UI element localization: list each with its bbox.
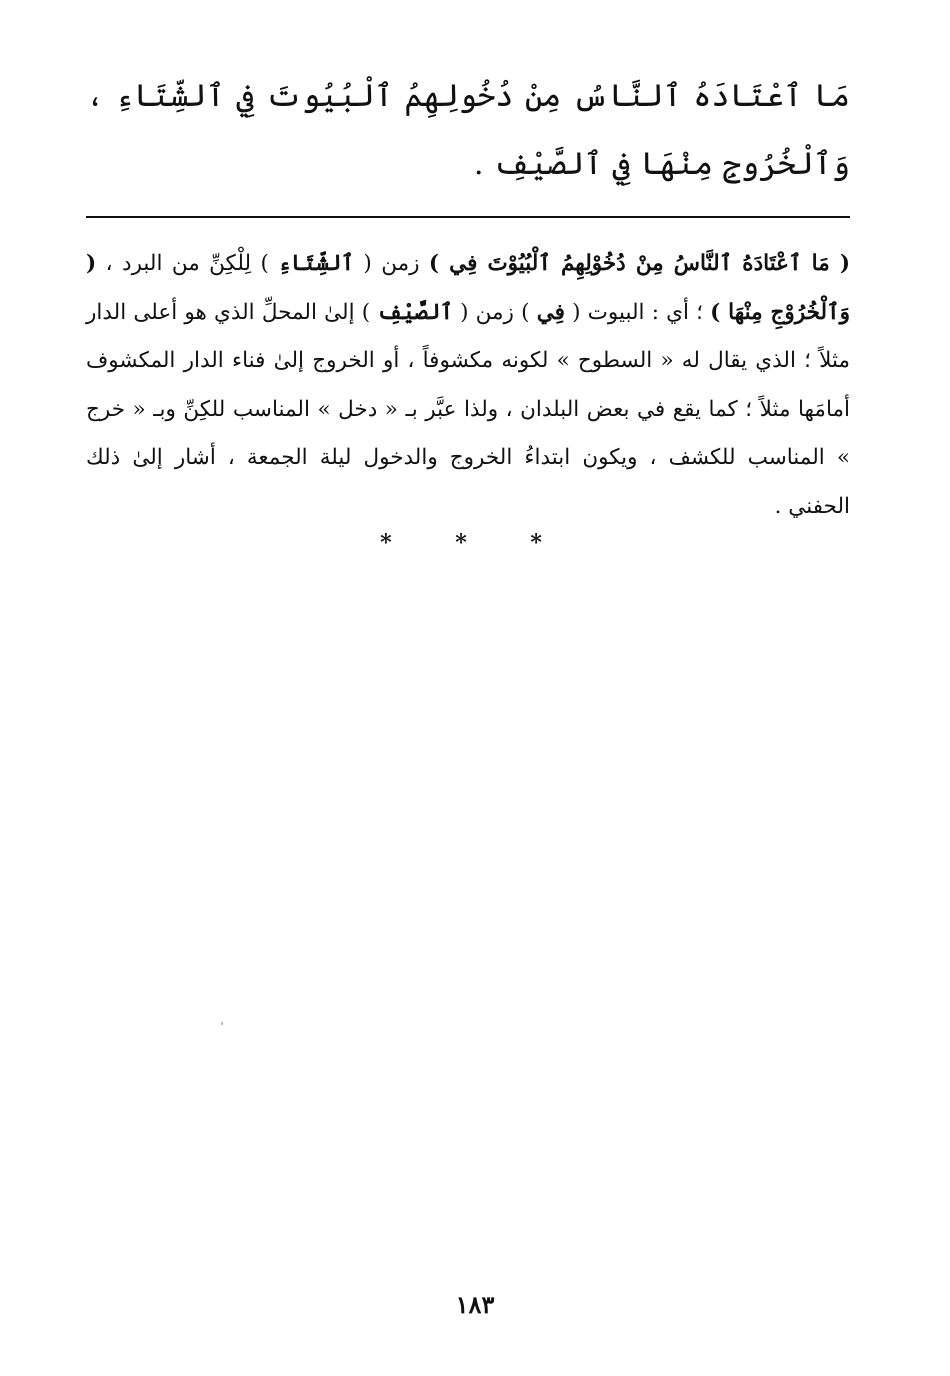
commentary-quote: ٱلشِّتَاءِ	[278, 251, 354, 276]
commentary-quote: فِي	[536, 299, 565, 325]
commentary-quote: ( وَٱلْخُرُوْجِ مِنْهَا )	[86, 251, 850, 325]
page-number: ١٨٣	[455, 1290, 495, 1319]
commentary-text-run: ) إلىٰ المحلِّ الذي هو أعلى الدار مثلاً ؛ الذي يقال له « السطوح » لكونه مكشوفاً ، أو الخروج إلىٰ فناء الدار المكشوف أمامَها مثلاً ؛ كما يقع في بعض البلدان ، ولذا عبَّر بـ « دخل » المناسب للكِنِّ وبـ « خرج » المناسب للكشف ، ويكون ابتداءُ الخروج والدخول ليلة الجمعة ، أشار إلىٰ ذلك الحفني .	[86, 299, 850, 519]
footnote-divider	[86, 216, 850, 218]
main-text: مَا ٱعْتَادَهُ ٱلنَّاسُ مِنْ دُخُولِهِمُ ٱلْبُيُوتَ فِي ٱلشِّتَاءِ ، وَٱلْخُرُوجِ مِنْهَا فِي ٱلصَّيْفِ .	[86, 78, 850, 182]
commentary-quote: ( مَا ٱعْتَادَهُ ٱلنَّاسُ مِنْ دُخُوْلِهِمُ ٱلْبُيُوْتَ فِي )	[428, 251, 851, 276]
section-separator: * * *	[380, 530, 570, 556]
commentary-text-run: ) زمن (	[452, 299, 537, 325]
commentary-text-run: زمن (	[353, 251, 429, 276]
commentary-text-run: ؛ أي : البيوت (	[564, 299, 711, 325]
scan-speck	[221, 1022, 223, 1025]
commentary-text-run: ) لِلْكِنِّ من البرد ،	[96, 251, 279, 276]
commentary-quote: ٱلصَّيْفِ	[377, 299, 453, 325]
commentary-text	[86, 240, 850, 531]
